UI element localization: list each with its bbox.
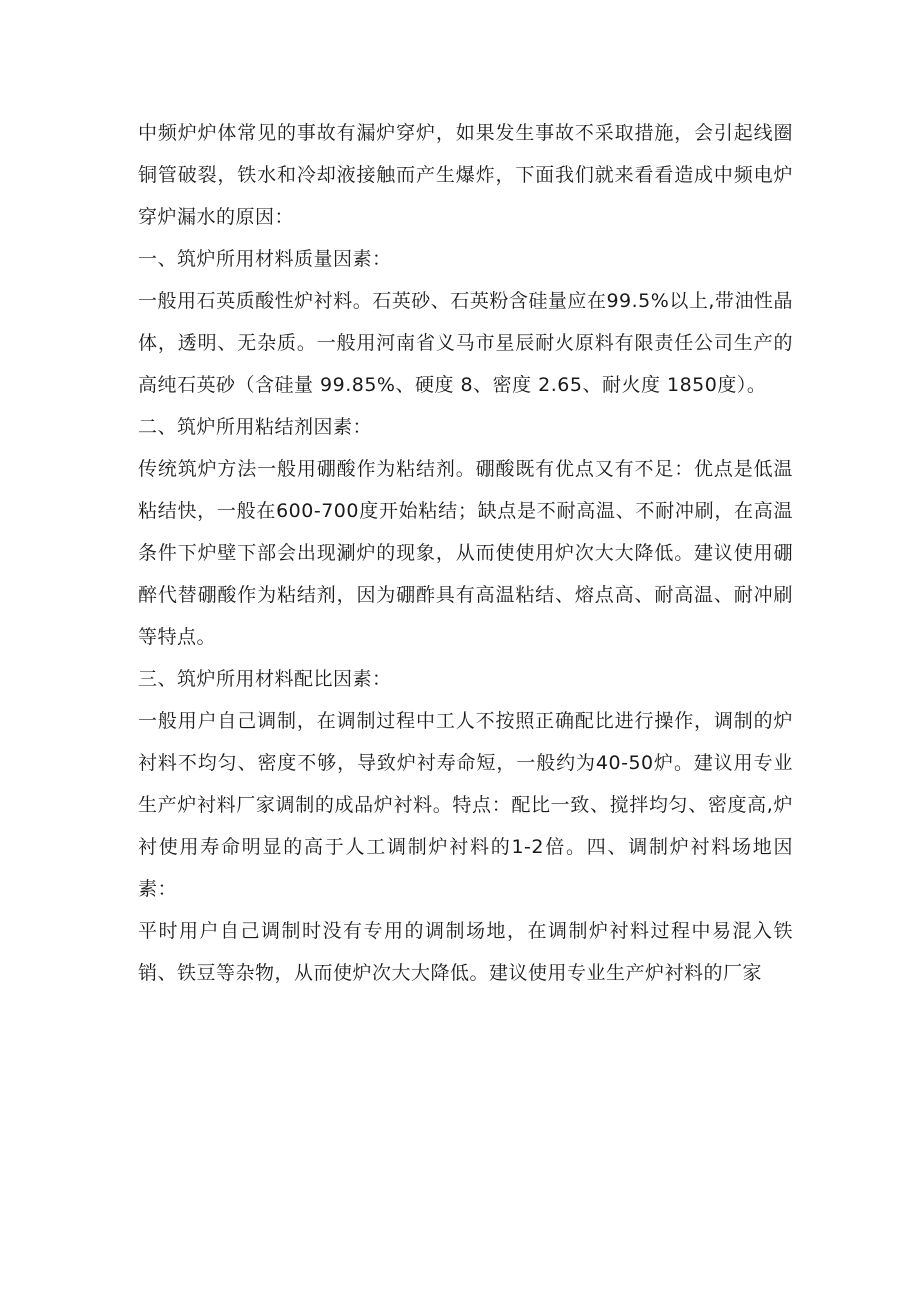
section-heading-3: 三、筑炉所用材料配比因素：	[138, 668, 392, 690]
section-paragraph-3: 一般用户自己调制，在调制过程中工人不按照正确配比进行操作，调制的炉衬料不均匀、密度不够，导致炉衬寿命短，一般约为40-50炉。建议用专业生产炉衬料厂家调制的成品炉衬料。特点：配比一致、搅拌均匀、密度高,炉衬使用寿命明显的高于人工调制炉衬料的1-2倍。四、调制炉衬料场地因素：	[138, 710, 793, 900]
section-heading-1: 一、筑炉所用材料质量因素：	[138, 248, 392, 270]
section-paragraph-4: 平时用户自己调制时没有专用的调制场地，在调制炉衬料过程中易混入铁销、铁豆等杂物，从而使炉次大大降低。建议使用专业生产炉衬料的厂家	[138, 920, 793, 984]
section-paragraph-2: 传统筑炉方法一般用硼酸作为粘结剂。硼酸既有优点又有不足：优点是低温粘结快，一般在600-700度开始粘结；缺点是不耐高温、不耐冲刷，在高温条件下炉壁下部会出现涮炉的现象，从而使使用炉次大大降低。建议使用硼醉代替硼酸作为粘结剂，因为硼酢具有高温粘结、熔点高、耐高温、耐冲刷等特点。	[138, 458, 793, 648]
document-body	[138, 112, 793, 994]
section-paragraph-1: 一般用石英质酸性炉衬料。石英砂、石英粉含硅量应在99.5%以上,带油性晶体，透明、无杂质。一般用河南省义马市星辰耐火原料有限责任公司生产的高纯石英砂（含硅量 99.85%、硬度 8、密度 2.65、耐火度 1850度）。	[138, 290, 793, 396]
section-heading-2: 二、筑炉所用粘结剂因素：	[138, 416, 373, 438]
intro-paragraph: 中频炉炉体常见的事故有漏炉穿炉，如果发生事故不采取措施，会引起线圈铜管破裂，铁水和冷却液接触而产生爆炸，下面我们就来看看造成中频电炉穿炉漏水的原因：	[138, 122, 793, 228]
